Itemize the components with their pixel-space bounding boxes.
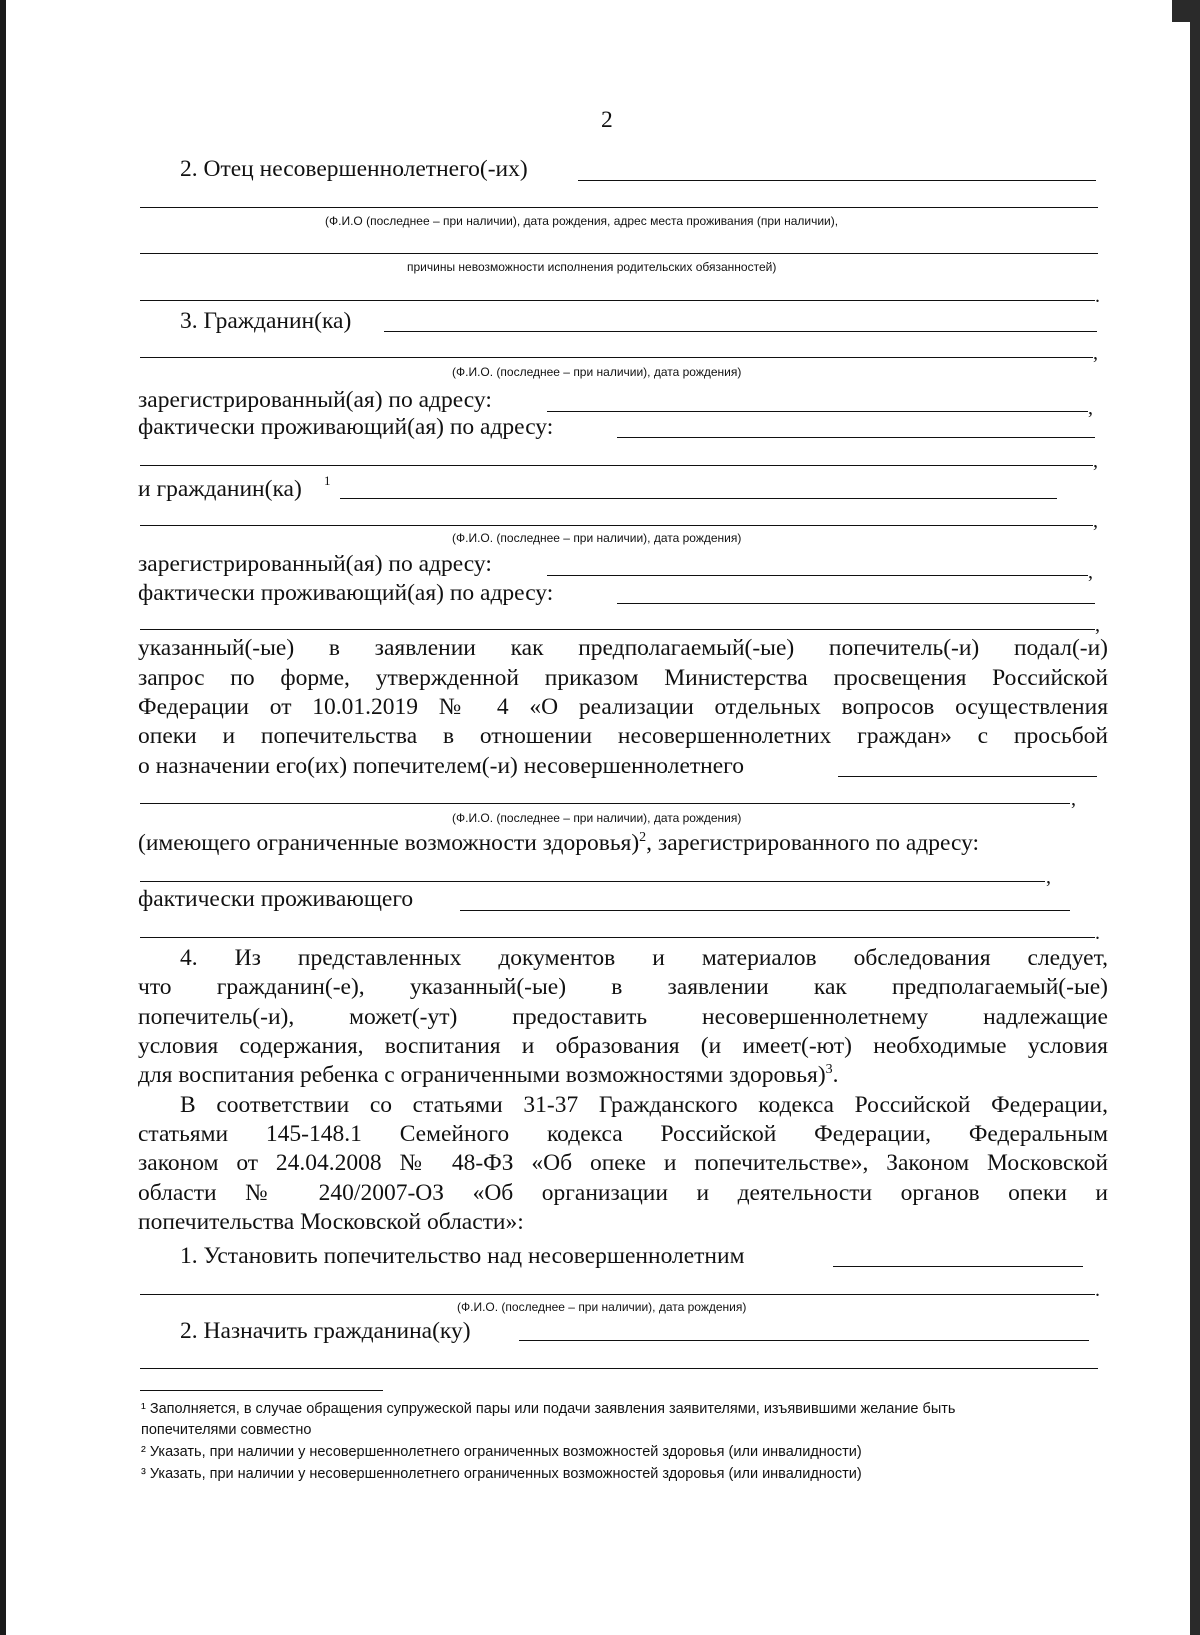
father-fill-line-2 [140, 207, 1098, 208]
comma-mark: , [1093, 342, 1098, 364]
comma-mark: , [1071, 788, 1076, 810]
scan-edge-left [0, 0, 6, 1635]
request-line-3: Федерации от 10.01.2019 № 4 «О реализации отдельных вопросов осуществления [138, 694, 1108, 720]
registered-label-2: зарегистрированный(ая) по адресу: [138, 551, 492, 577]
request-line-1: указанный(-ые) в заявлении как предполагаемый(-ые) попечитель(-и) подал(-и) [138, 635, 1108, 661]
second-citizen-caption: (Ф.И.О. (последнее – при наличии), дата рождения) [452, 531, 742, 545]
minor-actual-fill-line [460, 910, 1070, 911]
legal-line-5: попечительства Московской области»: [138, 1209, 524, 1235]
actual-address-fill-line-2 [140, 465, 1093, 466]
legal-line-1: В соответствии со статьями 31-37 Гражданского кодекса Российской Федерации, [180, 1092, 1108, 1118]
disability-line: (имеющего ограниченные возможности здоровья)$^2$, зарегистрированного по адресу: [138, 830, 980, 856]
citizen-fill-line [384, 331, 1097, 332]
citizen-label: 3. Гражданин(ка) [180, 308, 352, 334]
second-citizen-fill-line-2 [140, 525, 1093, 526]
comma-mark: , [1095, 614, 1100, 636]
legal-line-2: статьями 145-148.1 Семейного кодекса Российской Федерации, Федеральным [138, 1121, 1108, 1147]
minor-caption: (Ф.И.О. (последнее – при наличии), дата рождения) [452, 811, 742, 825]
father-label: 2. Отец несовершеннолетнего(-их) [180, 156, 528, 182]
section4-line-1: 4. Из представленных документов и материалов обследования следует, [180, 945, 1108, 971]
registered-label: зарегистрированный(ая) по адресу: [138, 387, 492, 413]
legal-line-3: законом от 24.04.2008 № 48-ФЗ «Об опеке и попечительстве», Законом Московской [138, 1150, 1108, 1176]
footnote-1: ¹ Заполняется, в случае обращения супружеской пары или подачи заявления заявителями, изъявившими желание быть [141, 1401, 956, 1417]
period-mark: . [1095, 1279, 1100, 1301]
comma-mark: , [1088, 561, 1093, 583]
actual-address-fill-line-3 [617, 603, 1095, 604]
period-mark: . [1095, 285, 1100, 307]
decision-item-2: 2. Назначить гражданина(ку) [180, 1318, 471, 1344]
decision-fill-line [833, 1266, 1083, 1267]
minor-actual-fill-line-2 [140, 937, 1095, 938]
footnote-1-continued: попечителями совместно [141, 1422, 312, 1438]
minor-fill-line-2 [140, 803, 1070, 804]
actual-address-fill-line-4 [140, 629, 1095, 630]
father-fill-line-4 [140, 300, 1095, 301]
second-citizen-label: и гражданин(ка) [138, 476, 302, 502]
decision-item-1: 1. Установить попечительство над несовершеннолетним [180, 1243, 745, 1269]
request-line-5: о назначении его(их) попечителем(-и) несовершеннолетнего [138, 753, 744, 779]
guardian-fill-line [519, 1340, 1089, 1341]
comma-mark: , [1046, 866, 1051, 888]
registered-fill-line [547, 411, 1088, 412]
legal-line-4: области № 240/2007-ОЗ «Об организации и деятельности органов опеки и [138, 1180, 1108, 1206]
footnote-ref-2: 2 [639, 830, 647, 846]
footnote-separator [140, 1390, 383, 1391]
section4-line-2: что гражданин(-е), указанный(-ые) в заявлении как предполагаемый(-ые) [138, 974, 1108, 1000]
minor-fill-line [838, 776, 1097, 777]
footnote-2: ² Указать, при наличии у несовершеннолетнего ограниченных возможностей здоровья (или инвалидности) [141, 1444, 862, 1460]
father-caption: (Ф.И.О (последнее – при наличии), дата рождения, адрес места проживания (при наличии), [325, 214, 839, 228]
scan-edge-right [1190, 0, 1200, 1635]
decision-caption: (Ф.И.О. (последнее – при наличии), дата рождения) [457, 1300, 747, 1314]
guardian-fill-line-2 [140, 1368, 1098, 1369]
section4-line-3: попечитель(-и), может(-ут) предоставить несовершеннолетнему надлежащие [138, 1004, 1108, 1030]
minor-address-fill-line [140, 881, 1045, 882]
scan-edge-corner [1172, 0, 1190, 22]
father-fill-line [578, 180, 1096, 181]
father-reason-caption: причины невозможности исполнения родительских обязанностей) [407, 260, 777, 274]
footnote-ref-3: 3 [825, 1062, 833, 1078]
minor-actual-label: фактически проживающего [138, 886, 414, 912]
footnote-ref-1: 1 [324, 473, 331, 488]
actual-address-label: фактически проживающий(ая) по адресу: [138, 414, 554, 440]
section4-line-4: условия содержания, воспитания и образования (и имеет(-ют) необходимые условия [138, 1033, 1108, 1059]
decision-fill-line-2 [140, 1294, 1095, 1295]
period-mark: . [1095, 922, 1100, 944]
citizen-caption: (Ф.И.О. (последнее – при наличии), дата рождения) [452, 365, 742, 379]
actual-address-label-2: фактически проживающий(ая) по адресу: [138, 580, 554, 606]
second-citizen-fill-line [340, 498, 1057, 499]
actual-address-fill-line [617, 437, 1095, 438]
comma-mark: , [1088, 397, 1093, 419]
request-line-4: опеки и попечительства в отношении несовершеннолетних граждан» с просьбой [138, 723, 1108, 749]
request-line-2: запрос по форме, утвержденной приказом Министерства просвещения Российской [138, 665, 1108, 691]
citizen-fill-line-2 [140, 357, 1093, 358]
page-number: 2 [601, 107, 613, 133]
registered-fill-line-2 [547, 575, 1088, 576]
comma-mark: , [1093, 510, 1098, 532]
father-fill-line-3 [140, 253, 1098, 254]
footnote-3: ³ Указать, при наличии у несовершеннолетнего ограниченных возможностей здоровья (или инвалидности) [141, 1466, 862, 1482]
section4-line-5: для воспитания ребенка с ограниченными возможностями здоровья)$^3$. [138, 1062, 839, 1088]
comma-mark: , [1093, 450, 1098, 472]
